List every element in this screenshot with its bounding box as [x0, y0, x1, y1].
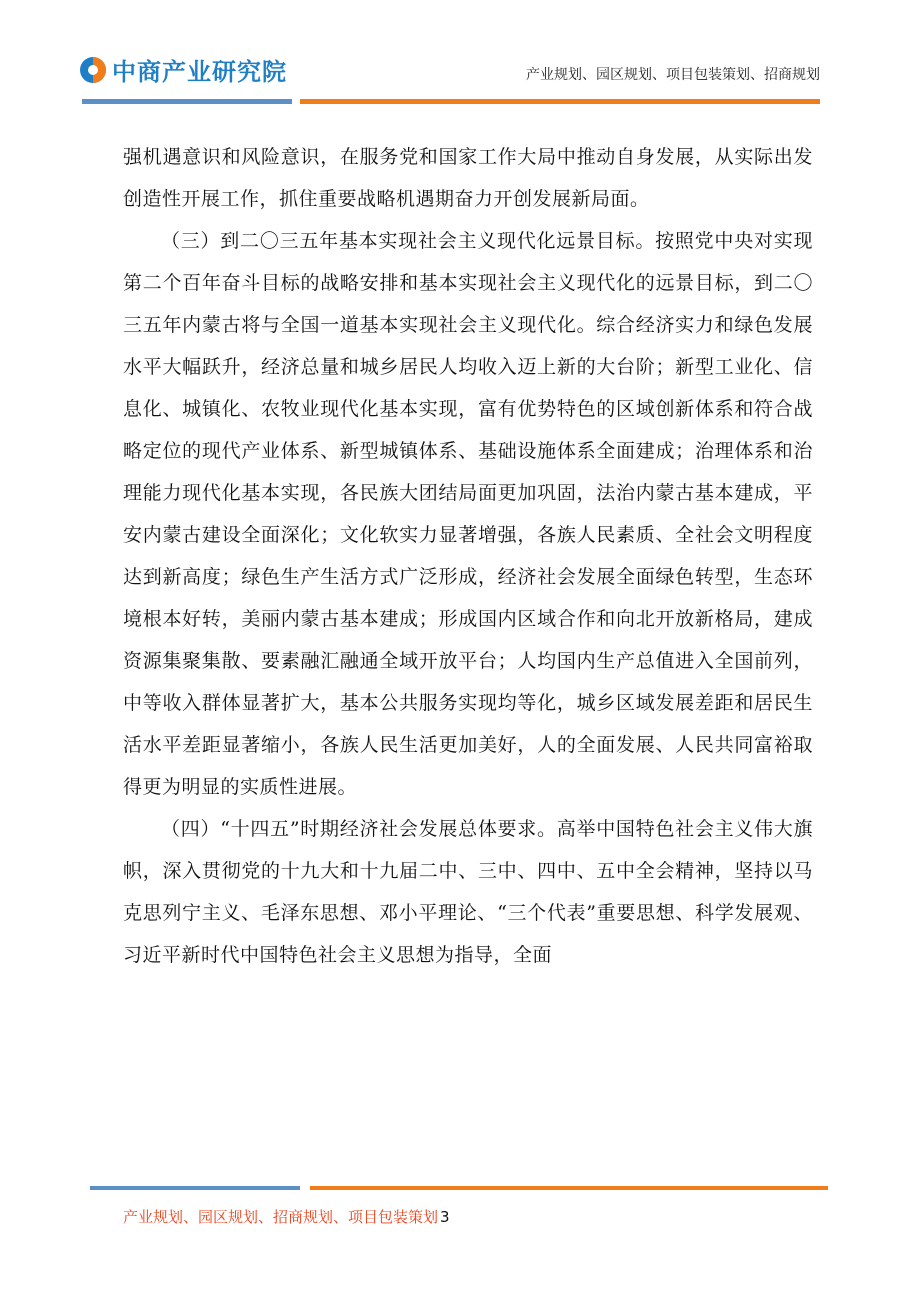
page-header: [0, 0, 920, 110]
footer-divider-orange: [310, 1186, 828, 1190]
logo: [80, 52, 287, 87]
header-divider-orange: [300, 99, 820, 104]
document-body: [123, 136, 813, 976]
footer-text: 产业规划、园区规划、招商规划、项目包装策划: [123, 1208, 439, 1226]
logo-text: 中商产业研究院: [112, 58, 287, 86]
footer-divider-blue: [90, 1186, 300, 1190]
header-divider-blue: [82, 99, 292, 104]
paragraph-14th-five-year: （四）“十四五”时期经济社会发展总体要求。高举中国特色社会主义伟大旗帜，深入贯彻党的十九大和十九届二中、三中、四中、五中全会精神，坚持以马克思列宁主义、毛泽东思想、邓小平理论、“三个代表”重要思想、科学发展观、习近平新时代中国特色社会主义思想为指导，全面: [123, 818, 813, 966]
header-tagline: 产业规划、园区规划、项目包装策划、招商规划: [526, 67, 820, 83]
paragraph-continued: 强机遇意识和风险意识，在服务党和国家工作大局中推动自身发展，从实际出发创造性开展工作，抓住重要战略机遇期奋力开创发展新局面。: [123, 146, 813, 210]
paragraph-2035-goals: （三）到二〇三五年基本实现社会主义现代化远景目标。按照党中央对实现第二个百年奋斗目标的战略安排和基本实现社会主义现代化的远景目标，到二〇三五年内蒙古将与全国一道基本实现社会主义现代化。综合经济实力和绿色发展水平大幅跃升，经济总量和城乡居民人均收入迈上新的大台阶；新型工业化、信息化、城镇化、农牧业现代化基本实现，富有优势特色的区域创新体系和符合战略定位的现代产业体系、新型城镇体系、基础设施体系全面建成；治理体系和治理能力现代化基本实现，各民族大团结局面更加巩固，法治内蒙古基本建成，平安内蒙古建设全面深化；文化软实力显著增强，各族人民素质、全社会文明程度达到新高度；绿色生产生活方式广泛形成，经济社会发展全面绿色转型，生态环境根本好转，美丽内蒙古基本建成；形成国内区域合作和向北开放新格局，建成资源集聚集散、要素融汇融通全域开放平台；人均国内生产总值进入全国前列，中等收入群体显著扩大，基本公共服务实现均等化，城乡区域发展差距和居民生活水平差距显著缩小，各族人民生活更加美好，人的全面发展、人民共同富裕取得更为明显的实质性进展。: [123, 230, 813, 798]
page-number: 3: [440, 1208, 450, 1226]
page-footer: [123, 1206, 450, 1227]
logo-mark-icon: [80, 57, 106, 83]
